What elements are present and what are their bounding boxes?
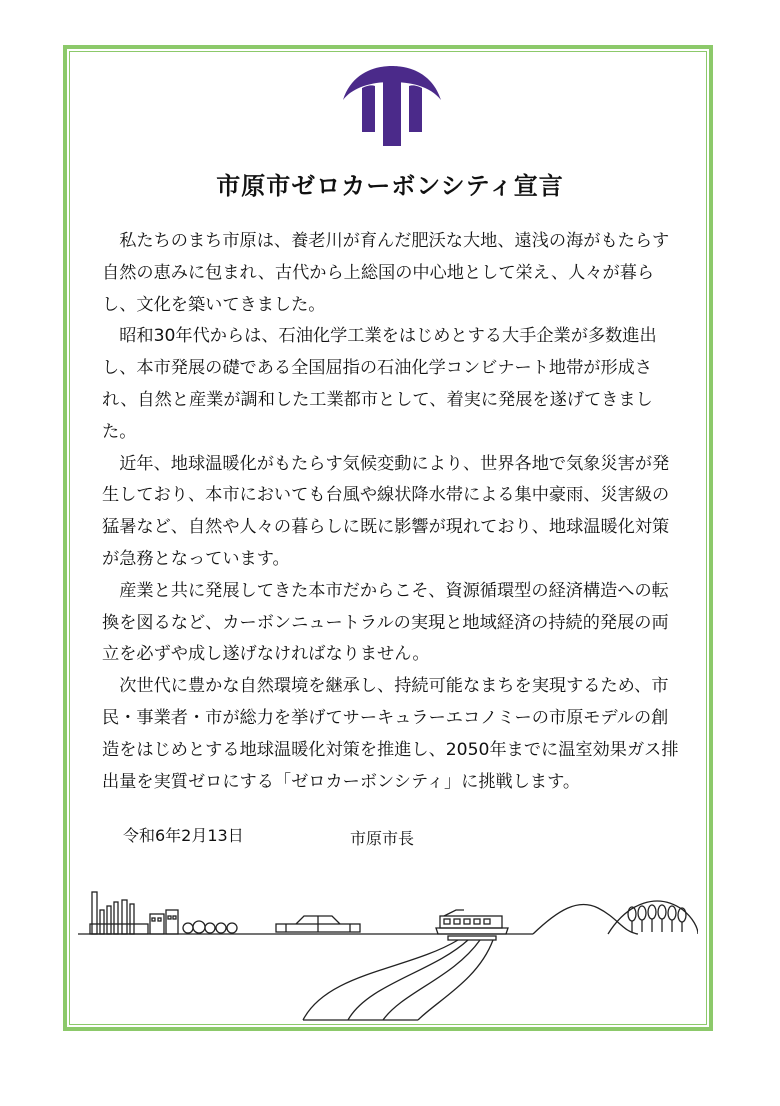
- declaration-date: 令和6年2月13日: [123, 826, 244, 845]
- signatory: 市原市長: [350, 829, 415, 848]
- paragraph-1: 私たちのまち市原は、養老川が育んだ肥沃な大地、遠浅の海がもたらす自然の恵みに包まれ、古代から上総国の中心地として栄え、人々が暮らし、文化を築いてきました。: [102, 231, 670, 315]
- paragraph-5: 次世代に豊かな自然環境を継承し、持続可能なまちを実現するため、市民・事業者・市が総力を挙げてサーキュラーエコノミーの市原モデルの創造をはじめとする地球温暖化対策を推進し、2050年までに温室効果ガス排出量を実質ゼロにする「ゼロカーボンシティ」に挑戦します。: [102, 676, 679, 792]
- paragraph-4: 産業と共に発展してきた本市だからこそ、資源循環型の経済構造への転換を図るなど、カーボンニュートラルの実現と地域経済の持続的発展の両立を必ずや成し遂げなければなりません。: [102, 580, 669, 665]
- declaration-body: [102, 226, 682, 798]
- document-title: 市原市ゼロカーボンシティ宣言: [216, 172, 564, 200]
- city-emblem-icon: [340, 66, 444, 146]
- cityscape-illustration: [78, 880, 698, 1025]
- paragraph-3: 近年、地球温暖化がもたらす気候変動により、世界各地で気象災害が発生しており、本市においても台風や線状降水帯による集中豪雨、災害級の猛暑など、自然や人々の暮らしに既に影響が現れており、地球温暖化対策が急務となっています。: [102, 453, 670, 569]
- paragraph-2: 昭和30年代からは、石油化学工業をはじめとする大手企業が多数進出し、本市発展の礎である全国屈指の石油化学コンビナート地帯が形成され、自然と産業が調和した工業都市として、着実に発展を遂げてきました。: [102, 326, 657, 442]
